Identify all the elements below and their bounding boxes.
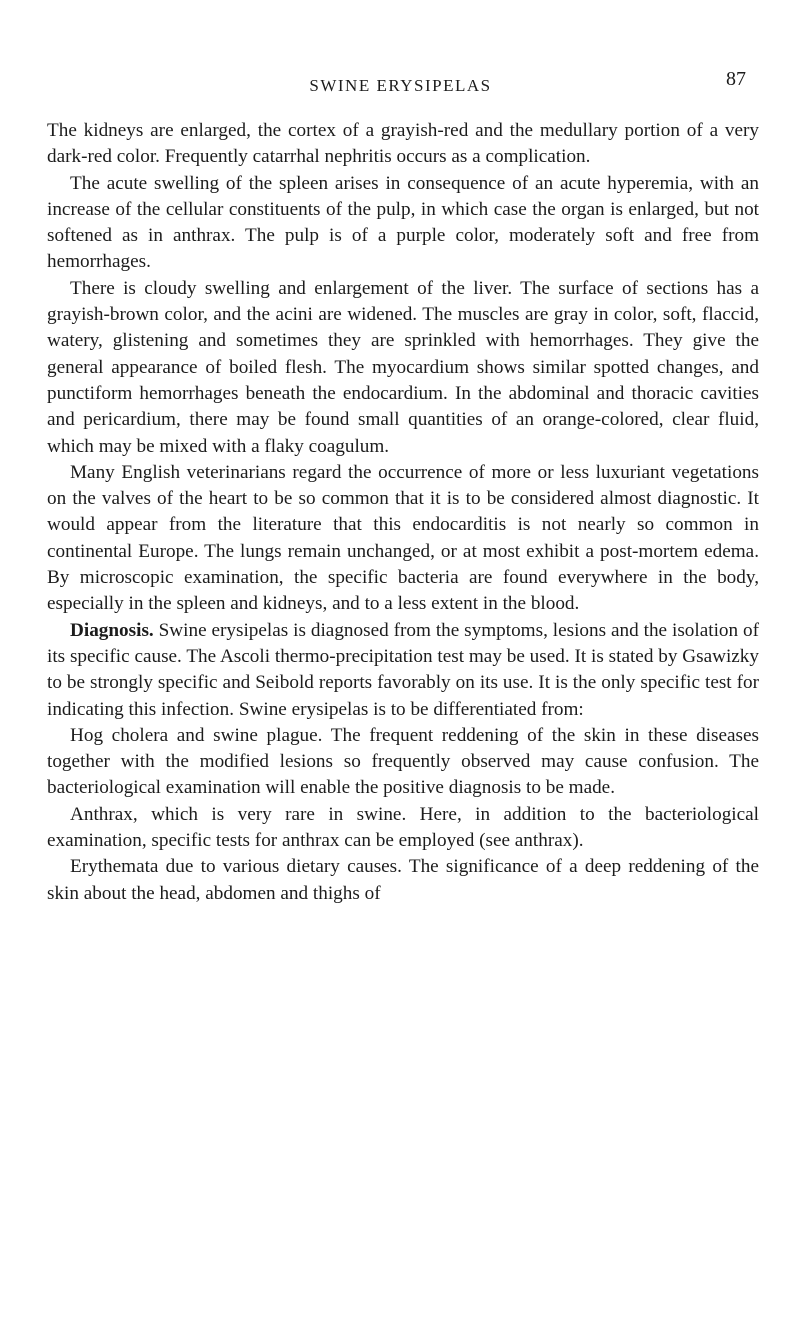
paragraph-endocarditis: Many English veterinarians regard the occurrence of more or less luxuriant vegetations on the valves of the heart to be so common that it is to be considered almost diagnostic. It would appear from the literature that this endocarditis is not nearly so common in continental Europe. The lungs remain unchanged, or at most exhibit a post-mortem edema. By microscopic examination, the specific bacteria are found everywhere in the body, especially in the spleen and kidneys, and to a less extent in the blood. xyxy=(47,461,759,615)
page-number: 87 xyxy=(726,68,746,90)
running-title: SWINE ERYSIPELAS xyxy=(309,76,492,95)
paragraph-hog-cholera: Hog cholera and swine plague. The frequent reddening of the skin in these diseases together with the modified lesions so frequently observed may cause confusion. The bacteriological examination will enable the positive diagnosis to be made. xyxy=(47,724,759,799)
diagnosis-heading: Diagnosis. xyxy=(70,619,154,641)
paragraph-anthrax: Anthrax, which is very rare in swine. Here, in addition to the bacteriological examination, specific tests for anthrax can be employed (see anthrax). xyxy=(47,803,759,852)
paragraph-spleen: The acute swelling of the spleen arises in consequence of an acute hyperemia, with an increase of the cellular constituents of the pulp, in which case the organ is enlarged, but not softened as in anthrax. The pulp is of a purple color, moderately soft and free from hemorrhages. xyxy=(47,172,759,273)
paragraph-diagnosis xyxy=(47,618,759,723)
paragraph-kidneys: The kidneys are enlarged, the cortex of a grayish-red and the medullary portion of a very dark-red color. Frequently catarrhal nephritis occurs as a complication. xyxy=(47,120,759,168)
paragraph-liver-muscles: There is cloudy swelling and enlargement of the liver. The surface of sections has a grayish-brown color, and the acini are widened. The muscles are gray in color, soft, flaccid, watery, glistening and sometimes they are sprinkled with hemorrhages. They give the general appearance of boiled flesh. The myocardium shows similar spotted changes, and punctiform hemorrhages beneath the endocardium. In the abdominal and thoracic cavities and pericardium, there may be found small quantities of an orange-colored, clear fluid, which may be mixed with a flaky coagulum. xyxy=(47,277,759,457)
paragraph-erythemata: Erythemata due to various dietary causes. The significance of a deep reddening of the skin about the head, abdomen and thighs of xyxy=(47,856,759,904)
diagnosis-text: Swine erysipelas is diagnosed from the symptoms, lesions and the isolation of its specific cause. The Ascoli thermo-precipitation test may be used. It is stated by Gsawizky to be strongly specific and Seibold reports favorably on its use. It is the only specific test for indicating this infection. Swine erysipelas is to be differentiated from: xyxy=(47,619,759,720)
body-text xyxy=(47,118,759,907)
